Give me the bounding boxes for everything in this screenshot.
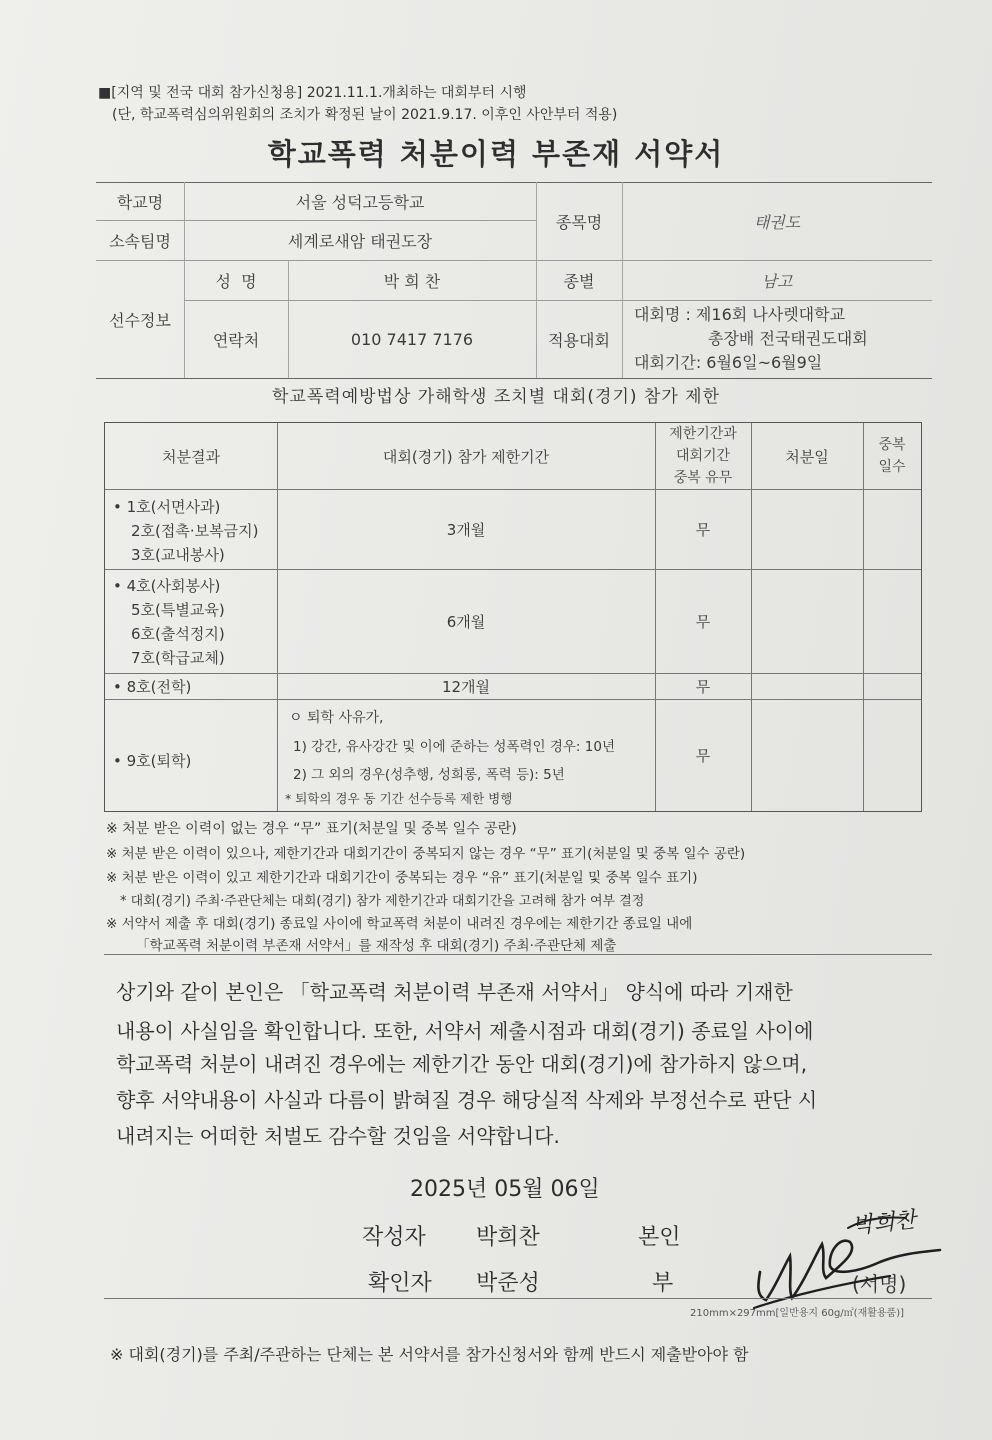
team-value: 세계로새암 태권도장 — [287, 231, 433, 251]
table-row-3-overlap: 무 — [695, 677, 711, 696]
writer-name: 박희찬 — [476, 1225, 540, 1250]
contact-label: 연락처 — [212, 330, 260, 350]
writer-signature: 박희찬 — [851, 1207, 918, 1240]
header-overlap: 제한기간과 대회기간 중복 유무 — [669, 426, 737, 486]
restriction-table — [104, 422, 922, 812]
confirmer-label: 확인자 — [368, 1271, 432, 1296]
player-info-label: 선수정보 — [109, 310, 171, 330]
note-6: 「학교폭력 처분이력 부존재 서약서」를 재작성 후 대회(경기) 주최·주관단체 제출 — [136, 938, 617, 954]
name-label: 성 명 — [215, 271, 257, 291]
table-row-1-period: 3개월 — [446, 520, 486, 539]
header-result: 처분결과 — [162, 447, 220, 466]
event-label: 적용대회 — [548, 330, 610, 350]
table-row-4-period-line1: ㅇ 퇴학 사유가, — [289, 710, 384, 726]
sport-value: 태권도 — [753, 212, 801, 232]
table-row-4-period-line2: 1) 강간, 유사강간 및 이에 준하는 성폭력인 경우: 10년 — [293, 739, 615, 755]
table-row-4-items: • 9호(퇴학) — [113, 752, 192, 770]
notice-line-2: (단, 학교폭력심의위원회의 조치가 확정된 날이 2021.9.17. 이후인 사안부터 적용) — [112, 107, 618, 123]
paper-spec: 210mm×297mm[일반용지 60g/㎡(재활용품)] — [690, 1308, 905, 1319]
bottom-note: ※ 대회(경기)를 주최/주관하는 단체는 본 서약서를 참가신청서와 함께 반드시 제출받아야 함 — [110, 1345, 749, 1364]
pledge-line-5: 내려지는 어떠한 처벌도 감수할 것임을 서약합니다. — [116, 1124, 560, 1148]
header-date: 처분일 — [785, 447, 829, 466]
event-name-line1: 대회명 : 제16회 나사렛대학교 — [634, 305, 846, 324]
confirmer-sign-placeholder: (서명) — [852, 1272, 907, 1296]
table-row-3-items: • 8호(전학) — [113, 678, 192, 696]
header-days: 중복 일수 — [878, 437, 906, 475]
document-title: 학교폭력 처분이력 부존재 서약서 — [267, 137, 725, 171]
note-4: * 대회(경기) 주최·주관단체는 대회(경기) 참가 제한기간과 대회기간을 고려해 참가 여부 결정 — [120, 894, 645, 909]
confirmer-name: 박준성 — [476, 1271, 540, 1296]
restriction-subtitle: 학교폭력예방법상 가해학생 조치별 대회(경기) 참가 제한 — [272, 387, 720, 407]
table-row-4-period-line4: * 퇴학의 경우 동 기간 선수등록 제한 병행 — [285, 791, 513, 806]
team-label: 소속팀명 — [109, 231, 171, 251]
note-3: ※ 처분 받은 이력이 있고 제한기간과 대회기간이 중복되는 경우 “유” 표기(처분일 및 중복 일수 표기) — [106, 870, 698, 886]
notice-line-1: ■[지역 및 전국 대회 참가신청용] 2021.11.1.개최하는 대회부터 시행 — [98, 85, 527, 101]
pledge-date: 2025년 05월 06일 — [410, 1177, 600, 1202]
table-row-2-overlap: 무 — [695, 612, 711, 631]
event-period: 대회기간: 6월6일~6월9일 — [634, 353, 823, 372]
table-row-4-period-line3: 2) 그 외의 경우(성추행, 성희롱, 폭력 등): 5년 — [293, 767, 565, 783]
table-row-1-items: • 1호(서면사과) 2호(접촉·보복금지) 3호(교내봉사) — [113, 498, 259, 564]
writer-role: 본인 — [638, 1225, 681, 1250]
confirmer-role: 부 — [652, 1271, 674, 1296]
table-row-1-overlap: 무 — [695, 520, 711, 539]
table-row-2-period: 6개월 — [446, 612, 486, 631]
header-period: 대회(경기) 참가 제한기간 — [382, 447, 550, 466]
player-info-table — [96, 182, 932, 378]
sport-label: 종목명 — [555, 212, 603, 232]
note-1: ※ 처분 받은 이력이 없는 경우 “무” 표기(처분일 및 중복 일수 공란) — [106, 821, 517, 837]
note-2: ※ 처분 받은 이력이 있으나, 제한기간과 대회기간이 중복되지 않는 경우 “무” 표기(처분일 및 중복 일수 공란) — [106, 846, 746, 862]
handwritten-signature-icon — [730, 1212, 950, 1312]
category-value: 남고 — [761, 271, 793, 291]
table-row-2-items: • 4호(사회봉사) 5호(특별교육) 6호(출석정지) 7호(학급교체) — [113, 577, 225, 667]
event-name-line2: 총장배 전국태권도대회 — [708, 329, 868, 348]
school-label: 학교명 — [116, 192, 164, 212]
pledge-line-3: 학교폭력 처분이 내려진 경우에는 제한기간 동안 대회(경기)에 참가하지 않으며, — [116, 1052, 808, 1076]
pledge-line-2: 내용이 사실임을 확인합니다. 또한, 서약서 제출시점과 대회(경기) 종료일 사이에 — [116, 1019, 814, 1043]
table-row-3-period: 12개월 — [441, 677, 491, 696]
school-value: 서울 성덕고등학교 — [295, 192, 425, 212]
pledge-line-4: 향후 서약내용이 사실과 다름이 밝혀질 경우 해당실적 삭제와 부정선수로 판단 시 — [116, 1088, 818, 1112]
name-value: 박 희 찬 — [383, 271, 441, 291]
note-5: ※ 서약서 제출 후 대회(경기) 종료일 사이에 학교폭력 처분이 내려진 경우에는 제한기간 종료일 내에 — [106, 916, 693, 932]
contact-value: 010 7417 7176 — [350, 329, 474, 349]
table-row-4-overlap: 무 — [695, 746, 711, 765]
category-label: 종별 — [563, 271, 595, 291]
writer-label: 작성자 — [362, 1225, 426, 1250]
pledge-line-1: 상기와 같이 본인은 「학교폭력 처분이력 부존재 서약서」 양식에 따라 기재한 — [116, 980, 793, 1004]
